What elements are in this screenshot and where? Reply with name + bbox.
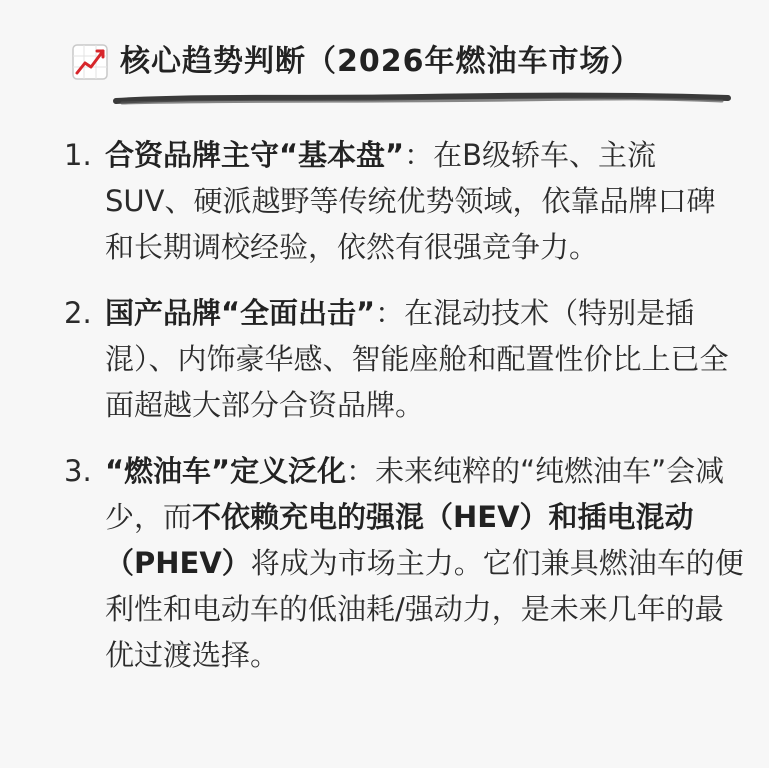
item-text-continued: 将成为市场主力。它们兼具燃油车的便利性和电动车的低油耗/强动力，是未来几年的最优过渡选择。 bbox=[105, 546, 744, 672]
item-text: ：在B级轿车、主流SUV、硬派越野等传统优势领域，依靠品牌口碑和长期调校经验，依然有很强竞争力。 bbox=[105, 138, 716, 264]
item-emphasis: 不依赖充电的强混（HEV）和插电混动（PHEV） bbox=[105, 500, 694, 580]
title-underline bbox=[112, 90, 732, 108]
list-item bbox=[64, 290, 744, 428]
item-number: 3. bbox=[64, 454, 92, 488]
item-text: ：未来纯粹的“纯燃油车”会减少，而 bbox=[105, 454, 725, 534]
item-heading: “燃油车”定义泛化 bbox=[105, 454, 347, 488]
page-title: 核心趋势判断（2026年燃油车市场） bbox=[120, 44, 642, 79]
item-number: 2. bbox=[64, 296, 92, 330]
item-number: 1. bbox=[64, 138, 92, 172]
list-item bbox=[64, 132, 744, 270]
item-heading: 国产品牌“全面出击” bbox=[105, 296, 376, 330]
trend-list bbox=[64, 132, 744, 698]
list-item bbox=[64, 448, 744, 678]
item-heading: 合资品牌主守“基本盘” bbox=[105, 138, 405, 172]
section-header bbox=[72, 40, 732, 110]
item-text: ：在混动技术（特别是插混）、内饰豪华感、智能座舱和配置性价比上已全面超越大部分合资品牌。 bbox=[105, 296, 729, 422]
chart-increasing-icon bbox=[72, 44, 108, 80]
